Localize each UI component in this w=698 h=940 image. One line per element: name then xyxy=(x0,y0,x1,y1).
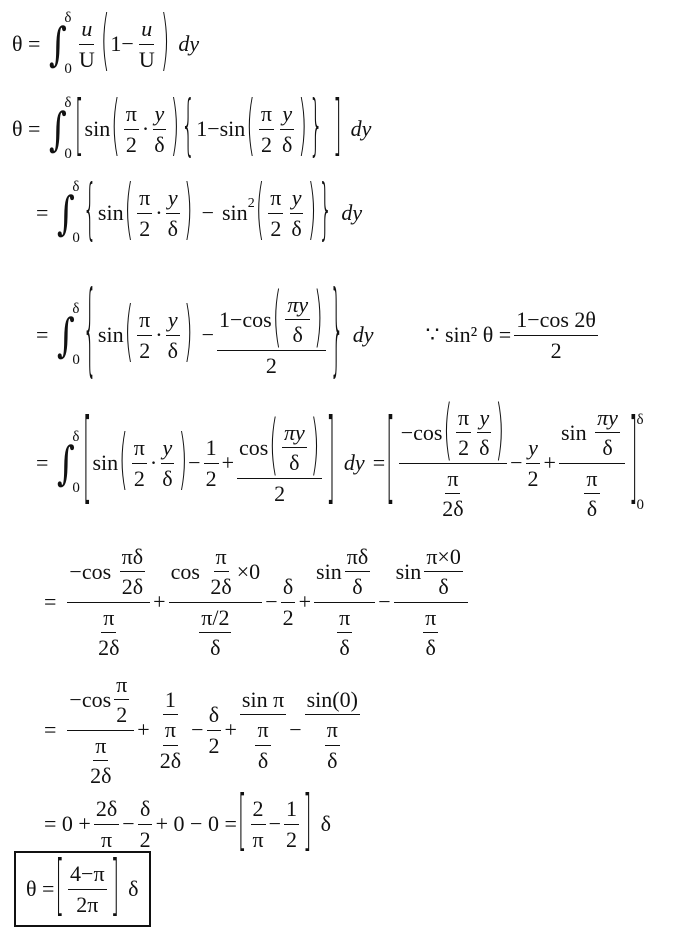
integral: ∫ δ 0 xyxy=(49,95,72,162)
final-result xyxy=(14,850,151,925)
fraction: $\frac{u}{U}$ xyxy=(138,16,155,72)
equation-line-7: = −cos $\frac{\pi}{2}$ $\frac{\pi}{2\delta}$ + $\frac{1}{\frac{\pi}{2\delta}}$ − $\frac{\delta}{2}$ + $\frac{\text{sin π}}{\frac{\pi}{\delta}}$ − $\frac{\sin(0)}{\frac{\pi}{\delta}}$ xyxy=(44,671,358,788)
cos-fraction: 1−cos ( $\frac{\pi y}{\delta}$ ) 2 xyxy=(217,292,326,378)
integral: ∫ δ 0 xyxy=(49,10,72,77)
fraction: $\frac{u}{U}$ xyxy=(78,16,95,72)
equation-line-3: = ∫ δ 0 { sin ( $\frac{\pi}{2}$ · $\frac{y}{\delta}$ ) − sin 2 ( $\frac{\pi}{2}$ $\frac{y}{\delta}$ ) } dy xyxy=(36,174,363,249)
equation-line-4: = ∫ δ 0 { sin ( $\frac{\pi}{2}$ · $\frac{y}{\delta}$ ) − 1−cos ( $\frac{\pi y}{\delta}$ ) 2 } dy ∵ sin² θ = $\frac{1-\cos 2\theta}{2}$ xyxy=(36,275,596,391)
equation-line-6: = −cos $\frac{\pi\delta}{2\delta}$ $\frac{\pi}{2\delta}$ + cos $\frac{\pi}{2\delta}$ ×0 $\frac{\pi/2}{\delta}$ − $\frac{\delta}{2}$ + sin $\frac{\pi\delta}{\delta}$ $\frac{\pi}{\delta}$ − sin $\frac{\pi\times 0}{\delta}$ $\frac{\pi}{\delta}$ xyxy=(0,548,471,656)
theta-label: θ = xyxy=(12,31,41,56)
result-box: θ = [ $\frac{4-\pi}{2\pi}$ ] δ xyxy=(14,851,151,927)
equation-line-1: θ = ∫ δ 0 $\frac{u}{U}$ ( 1 − $\frac{u}{U}$ ) dy xyxy=(12,5,200,80)
equation-line-2: θ = ∫ δ 0 [ sin ( $\frac{\pi}{2}$ · $\frac{y}{\delta}$ ) { 1 − sin ( $\frac{\pi}{2}$ $\frac{y}{\delta}$ ) } ] dy xyxy=(12,90,372,165)
equation-line-5: = ∫ δ 0 [ sin ( $\frac{\pi}{2}$ · $\frac{y}{\delta}$ ) − $\frac{1}{2}$ + cos ( $\frac{\pi y}{\delta}$ ) 2 ] dy = [ −cos ( $\frac{\pi}{2}$ $\frac{y}{\delta}$ ) $\frac{\pi}{2\delta}$ − $\frac{y}{2}$ + sin $\frac{\pi y}{\delta}$ $\frac{\pi}{\delta}$ ] δ 0 xyxy=(36,394,645,521)
identity-note: ∵ sin² θ = xyxy=(425,322,512,347)
equation-line-8: = 0 + $\frac{2\delta}{\pi}$ − $\frac{\delta}{2}$ + 0 − 0 = [ $\frac{2}{\pi}$ − $\frac{1}{2}$ ] δ xyxy=(44,785,331,860)
